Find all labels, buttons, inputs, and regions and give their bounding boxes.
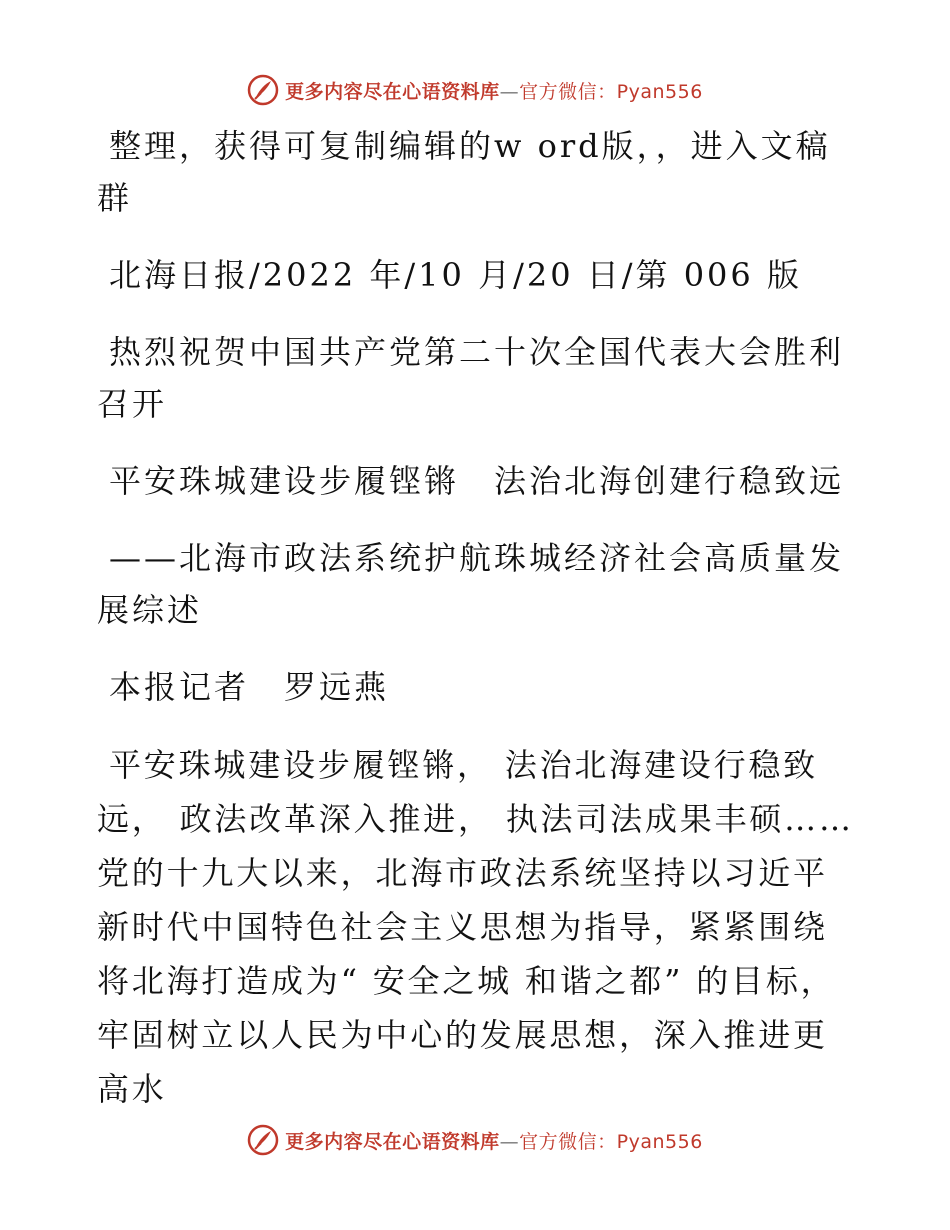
watermark-main-text: 更多内容尽在心语资料库: [285, 1130, 500, 1153]
celebration-heading: 热烈祝贺中国共产党第二十次全国代表大会胜利召开: [97, 333, 845, 423]
article-subtitle: ——北海市政法系统护航珠城经济社会高质量发展综述: [97, 539, 845, 629]
body-paragraph: 平安珠城建设步履铿锵， 法治北海建设行稳致远， 政法改革深入推进， 执法司法成果丰硕……党的十九大以来，北海市政法系统坚持以习近平新时代中国特色社会主义思想为指导，紧紧围绕将北海打造成为“ 安全之城 和谐之都” 的目标，牢固树立以人民为中心的发展思想，深入推进更高水: [97, 746, 854, 1108]
watermark-text: [285, 1127, 703, 1154]
intro-line: 整理，获得可复制编辑的w ord版，，进入文稿群: [97, 127, 831, 217]
watermark-banner-bottom: [0, 1120, 950, 1160]
watermark-main-text: 更多内容尽在心语资料库: [285, 80, 500, 103]
source-line: 北海日报/2022 年/10 月/20 日/第 006 版: [109, 256, 802, 294]
watermark-separator: —: [499, 80, 520, 103]
document-content: [97, 120, 857, 1141]
watermark-wechat-text: 官方微信：Pyan556: [519, 80, 703, 103]
watermark-banner-top: [0, 70, 950, 110]
watermark-wechat-text: 官方微信：Pyan556: [519, 1130, 703, 1153]
watermark-text: [285, 77, 703, 104]
watermark-separator: —: [499, 1130, 520, 1153]
byline: 本报记者 罗远燕: [109, 668, 390, 706]
feather-pen-logo-icon: [247, 1124, 279, 1156]
article-title: 平安珠城建设步履铿锵 法治北海创建行稳致远: [109, 462, 845, 500]
feather-pen-logo-icon: [247, 74, 279, 106]
